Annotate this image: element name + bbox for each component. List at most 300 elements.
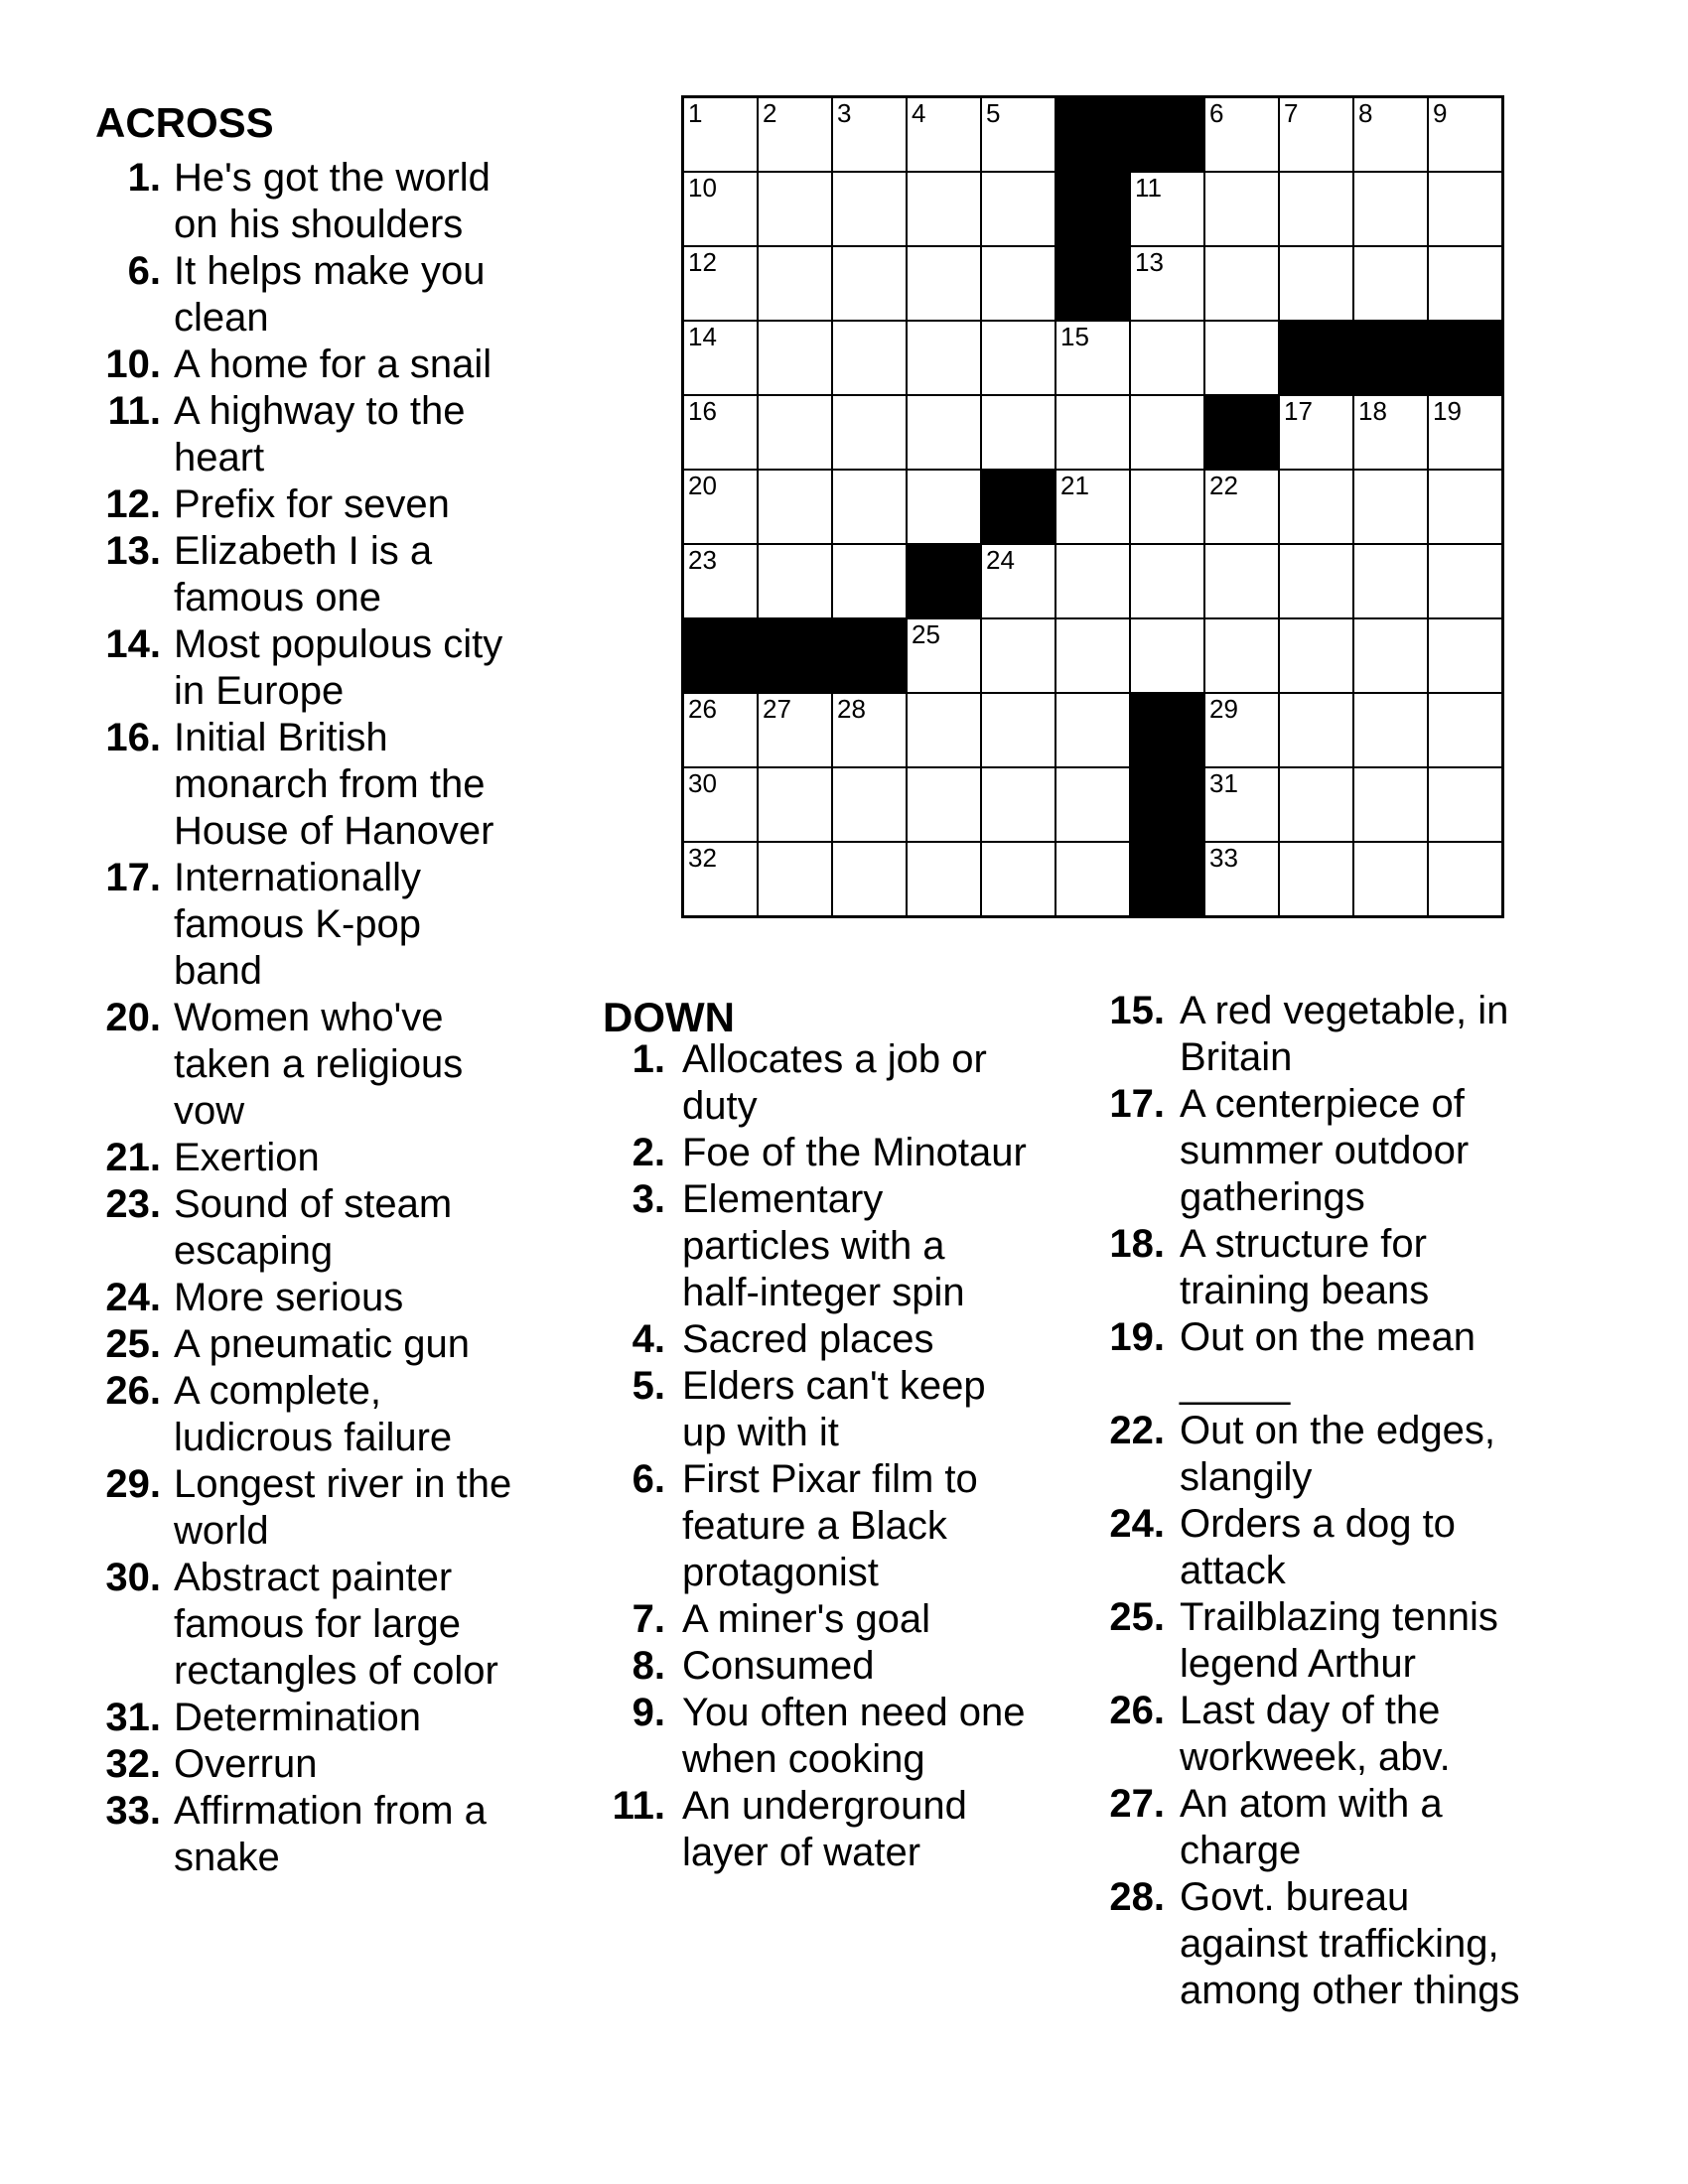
cell-number-23: 23 [688,545,717,575]
grid-cell-r2c11[interactable] [1428,172,1502,246]
down-clue-number-26: 26. [1109,1689,1165,1732]
down-clue-number-4: 4. [632,1317,665,1361]
clue-text-line: snake [174,1836,280,1879]
grid-cell-black-r8c1 [683,618,758,693]
cell-number-4: 4 [912,98,926,128]
across-clue-number-17: 17. [105,856,161,899]
across-clue-text-13 [174,528,432,621]
down-clue-1 [564,1036,1090,1130]
across-clue-17 [60,855,586,995]
across-clue-number-25: 25. [105,1322,161,1366]
grid-cell-r1c3[interactable] [832,97,907,172]
grid-cell-r1c5[interactable] [981,97,1055,172]
down-clue-text-11 [682,1783,967,1876]
grid-cell-r8c8[interactable] [1204,618,1279,693]
clue-text-line: Affirmation from a [174,1789,487,1833]
grid-cell-r3c11[interactable] [1428,246,1502,321]
cell-number-5: 5 [986,98,1001,128]
grid-cell-black-r5c8 [1204,395,1279,470]
grid-cell-black-r8c3 [832,618,907,693]
down-clue-number-22: 22. [1109,1409,1165,1452]
grid-cell-r10c8[interactable] [1204,767,1279,842]
grid-cell-r7c5[interactable] [981,544,1055,618]
grid-cell-r9c6[interactable] [1055,693,1130,767]
grid-cell-r8c7[interactable] [1130,618,1204,693]
down-clue-22 [1063,1408,1619,1501]
grid-cell-r10c1[interactable] [683,767,758,842]
across-clue-number-33: 33. [105,1789,161,1833]
grid-cell-r10c3[interactable] [832,767,907,842]
grid-cell-r2c1[interactable] [683,172,758,246]
grid-cell-r7c10[interactable] [1353,544,1428,618]
clue-text-line: summer outdoor [1180,1129,1470,1172]
cell-number-33: 33 [1209,843,1238,873]
across-clue-31 [60,1695,586,1741]
grid-cell-r4c3[interactable] [832,321,907,395]
grid-cell-black-r7c4 [907,544,981,618]
down-clue-number-11: 11. [612,1784,665,1828]
clue-text-line: Trailblazing tennis [1180,1595,1498,1639]
down-clue-number-27: 27. [1109,1782,1165,1826]
clue-text-line: heart [174,436,265,479]
down-clue-text-8 [682,1643,874,1690]
grid-cell-r7c7[interactable] [1130,544,1204,618]
down-clue-text-28 [1180,1874,1519,2014]
clue-text-line: famous K-pop [174,902,422,946]
clue-text-line: half-integer spin [682,1271,965,1314]
across-clue-20 [60,995,586,1135]
across-clue-24 [60,1275,586,1321]
across-clue-25 [60,1321,586,1368]
grid-cell-r8c6[interactable] [1055,618,1130,693]
clue-text-line: duty [682,1084,758,1128]
grid-cell-r4c7[interactable] [1130,321,1204,395]
down-clue-number-2: 2. [632,1131,665,1174]
across-clue-number-30: 30. [105,1556,161,1599]
grid-cell-r3c9[interactable] [1279,246,1353,321]
grid-cell-r5c6[interactable] [1055,395,1130,470]
down-clue-number-19: 19. [1109,1315,1165,1359]
across-clue-number-21: 21. [105,1136,161,1179]
grid-cell-r2c4[interactable] [907,172,981,246]
cell-number-19: 19 [1433,396,1462,426]
down-clue-text-2 [682,1130,1027,1176]
across-clue-number-14: 14. [105,622,161,666]
grid-cell-r4c6[interactable] [1055,321,1130,395]
down-clue-text-27 [1180,1781,1443,1874]
cell-number-25: 25 [912,619,940,649]
grid-cell-black-r10c7 [1130,767,1204,842]
across-clue-number-10: 10. [105,342,161,386]
across-clue-text-24 [174,1275,403,1321]
grid-cell-r6c8[interactable] [1204,470,1279,544]
grid-cell-r9c10[interactable] [1353,693,1428,767]
clue-text-line: gatherings [1180,1175,1365,1219]
across-clue-number-6: 6. [127,249,161,293]
down-clue-text-5 [682,1363,986,1456]
grid-cell-r5c5[interactable] [981,395,1055,470]
down-clue-number-24: 24. [1109,1502,1165,1546]
clue-text-line: An atom with a [1180,1782,1443,1826]
down-clue-text-22 [1180,1408,1495,1501]
grid-cell-r5c9[interactable] [1279,395,1353,470]
grid-cell-r6c2[interactable] [758,470,832,544]
across-clue-33 [60,1788,586,1881]
down-clue-list-col1 [564,1036,1090,1876]
across-clue-10 [60,341,586,388]
across-clue-number-32: 32. [105,1742,161,1786]
clue-text-line: famous one [174,576,382,619]
across-clue-1 [60,155,586,248]
grid-cell-r10c2[interactable] [758,767,832,842]
clue-text-line: Women who've [174,996,444,1039]
grid-cell-black-r1c7 [1130,97,1204,172]
grid-cell-r7c11[interactable] [1428,544,1502,618]
down-clue-7 [564,1596,1090,1643]
grid-cell-r11c2[interactable] [758,842,832,916]
grid-cell-r7c6[interactable] [1055,544,1130,618]
grid-cell-r10c4[interactable] [907,767,981,842]
clue-text-line: It helps make you [174,249,486,293]
across-clue-text-10 [174,341,492,388]
grid-cell-black-r4c11 [1428,321,1502,395]
grid-cell-r2c7[interactable] [1130,172,1204,246]
across-clue-32 [60,1741,586,1788]
grid-cell-r9c11[interactable] [1428,693,1502,767]
grid-cell-r7c9[interactable] [1279,544,1353,618]
cell-number-3: 3 [837,98,852,128]
down-clue-text-1 [682,1036,987,1130]
clue-text-line: Govt. bureau [1180,1875,1410,1919]
grid-cell-r10c11[interactable] [1428,767,1502,842]
grid-cell-r9c8[interactable] [1204,693,1279,767]
grid-cell-r6c3[interactable] [832,470,907,544]
across-clue-number-11: 11. [107,389,161,433]
across-clue-text-14 [174,621,502,715]
clue-text-line: Overrun [174,1742,318,1786]
down-clue-number-6: 6. [632,1457,665,1501]
grid-cell-r1c10[interactable] [1353,97,1428,172]
across-clue-23 [60,1181,586,1275]
cell-number-27: 27 [763,694,791,724]
grid-cell-r3c8[interactable] [1204,246,1279,321]
down-clue-text-7 [682,1596,930,1643]
across-clue-text-21 [174,1135,320,1181]
across-clue-number-26: 26. [105,1369,161,1413]
clue-text-line: legend Arthur [1180,1642,1416,1686]
clue-text-line: up with it [682,1411,839,1454]
grid-cell-r6c1[interactable] [683,470,758,544]
grid-cell-r3c2[interactable] [758,246,832,321]
clue-text-line: Foe of the Minotaur [682,1131,1027,1174]
across-clue-number-31: 31. [105,1696,161,1739]
cell-number-16: 16 [688,396,717,426]
down-clue-text-19 [1180,1314,1476,1408]
cell-number-10: 10 [688,173,717,203]
grid-cell-r6c7[interactable] [1130,470,1204,544]
cell-number-12: 12 [688,247,717,277]
grid-cell-r11c3[interactable] [832,842,907,916]
across-clue-14 [60,621,586,715]
grid-cell-r5c11[interactable] [1428,395,1502,470]
across-clue-text-30 [174,1555,498,1695]
grid-cell-r5c2[interactable] [758,395,832,470]
clue-text-line: rectangles of color [174,1649,498,1693]
cell-number-9: 9 [1433,98,1448,128]
clue-text-line: taken a religious [174,1042,464,1086]
down-clue-5 [564,1363,1090,1456]
grid-cell-r3c7[interactable] [1130,246,1204,321]
down-clue-19 [1063,1314,1619,1408]
grid-cell-r1c1[interactable] [683,97,758,172]
grid-cell-black-r2c6 [1055,172,1130,246]
across-clue-number-24: 24. [105,1276,161,1319]
grid-cell-r6c4[interactable] [907,470,981,544]
down-clue-24 [1063,1501,1619,1594]
grid-cell-r4c5[interactable] [981,321,1055,395]
grid-cell-r11c9[interactable] [1279,842,1353,916]
grid-cell-r11c1[interactable] [683,842,758,916]
grid-cell-r5c7[interactable] [1130,395,1204,470]
grid-cell-r10c10[interactable] [1353,767,1428,842]
grid-cell-r9c9[interactable] [1279,693,1353,767]
clue-text-line: charge [1180,1829,1302,1872]
cell-number-14: 14 [688,322,717,351]
clue-text-line: vow [174,1089,245,1133]
grid-cell-r9c5[interactable] [981,693,1055,767]
cell-number-32: 32 [688,843,717,873]
clue-text-line: monarch from the [174,762,486,806]
across-clue-text-20 [174,995,463,1135]
grid-cell-black-r4c10 [1353,321,1428,395]
grid-cell-black-r4c9 [1279,321,1353,395]
across-clue-text-12 [174,481,450,528]
grid-cell-r11c6[interactable] [1055,842,1130,916]
across-clue-text-25 [174,1321,470,1368]
cell-number-7: 7 [1284,98,1299,128]
down-clue-number-15: 15. [1109,989,1165,1032]
grid-cell-r6c11[interactable] [1428,470,1502,544]
down-clue-text-4 [682,1316,933,1363]
grid-cell-r11c10[interactable] [1353,842,1428,916]
grid-cell-r5c4[interactable] [907,395,981,470]
grid-cell-r6c6[interactable] [1055,470,1130,544]
across-clue-text-1 [174,155,491,248]
across-clue-text-11 [174,388,466,481]
cell-number-8: 8 [1358,98,1373,128]
clue-text-line: You often need one [682,1691,1026,1734]
down-header: DOWN [603,994,735,1040]
down-clue-11 [564,1783,1090,1876]
clue-text-line: escaping [174,1229,334,1273]
down-clue-4 [564,1316,1090,1363]
down-clue-list-col2 [1063,988,1619,2014]
clue-text-line: among other things [1180,1969,1520,2012]
grid-cell-r8c4[interactable] [907,618,981,693]
grid-cell-black-r9c7 [1130,693,1204,767]
cell-number-28: 28 [837,694,866,724]
down-clue-number-17: 17. [1109,1082,1165,1126]
cell-number-22: 22 [1209,471,1238,500]
down-clue-text-6 [682,1456,978,1596]
clue-text-line: attack [1180,1549,1286,1592]
across-clue-29 [60,1461,586,1555]
clue-text-line: Abstract painter [174,1556,453,1599]
down-clue-number-8: 8. [632,1644,665,1688]
clue-text-line: in Europe [174,669,345,713]
clue-text-line: famous for large [174,1602,462,1646]
clue-text-line: when cooking [682,1737,925,1781]
grid-cell-r10c9[interactable] [1279,767,1353,842]
clue-text-line: An underground [682,1784,967,1828]
cell-number-1: 1 [688,98,703,128]
grid-cell-r7c1[interactable] [683,544,758,618]
down-clue-text-26 [1180,1688,1451,1781]
across-clue-text-23 [174,1181,452,1275]
across-clue-21 [60,1135,586,1181]
grid-cell-r6c9[interactable] [1279,470,1353,544]
grid-cell-r5c1[interactable] [683,395,758,470]
cell-number-17: 17 [1284,396,1313,426]
grid-cell-r3c4[interactable] [907,246,981,321]
down-clue-25 [1063,1594,1619,1688]
grid-cell-r10c5[interactable] [981,767,1055,842]
clue-text-line: world [174,1509,269,1553]
clue-text-line: A centerpiece of [1180,1082,1465,1126]
grid-cell-r10c6[interactable] [1055,767,1130,842]
grid-cell-black-r3c6 [1055,246,1130,321]
across-clue-number-20: 20. [105,996,161,1039]
clue-text-line: clean [174,296,269,340]
clue-text-line: layer of water [682,1831,921,1874]
grid-cell-r11c4[interactable] [907,842,981,916]
grid-cell-r9c4[interactable] [907,693,981,767]
across-clue-number-13: 13. [105,529,161,573]
clue-text-line: Sacred places [682,1317,934,1361]
grid-cell-r11c5[interactable] [981,842,1055,916]
across-clue-number-1: 1. [127,156,161,200]
clue-text-line: A complete, [174,1369,382,1413]
across-clue-11 [60,388,586,481]
grid-cell-r1c4[interactable] [907,97,981,172]
grid-cell-r1c11[interactable] [1428,97,1502,172]
grid-cell-r4c2[interactable] [758,321,832,395]
grid-cell-r8c5[interactable] [981,618,1055,693]
grid-cell-r4c8[interactable] [1204,321,1279,395]
clue-text-line: Determination [174,1696,422,1739]
clue-text-line: training beans [1180,1269,1430,1312]
across-clue-30 [60,1555,586,1695]
down-clue-2 [564,1130,1090,1176]
clue-text-line: House of Hanover [174,809,494,853]
grid-cell-r1c8[interactable] [1204,97,1279,172]
clue-text-line: particles with a [682,1224,945,1268]
grid-cell-r9c1[interactable] [683,693,758,767]
grid-cell-r7c2[interactable] [758,544,832,618]
clue-text-line: Elementary [682,1177,884,1221]
across-clue-6 [60,248,586,341]
down-clue-text-9 [682,1690,1026,1783]
clue-text-line: A red vegetable, in [1180,989,1509,1032]
grid-cell-r2c5[interactable] [981,172,1055,246]
across-clue-16 [60,715,586,855]
grid-cell-r2c9[interactable] [1279,172,1353,246]
grid-cell-r2c3[interactable] [832,172,907,246]
clue-text-line: A structure for [1180,1222,1427,1266]
across-clue-text-32 [174,1741,318,1788]
grid-cell-r3c1[interactable] [683,246,758,321]
grid-cell-r2c10[interactable] [1353,172,1428,246]
across-clue-text-29 [174,1461,511,1555]
clue-text-line: Consumed [682,1644,875,1688]
clue-text-line: A miner's goal [682,1597,930,1641]
grid-cell-r7c8[interactable] [1204,544,1279,618]
grid-cell-r9c3[interactable] [832,693,907,767]
across-clue-text-33 [174,1788,487,1881]
down-clue-text-15 [1180,988,1508,1081]
grid-cell-r8c10[interactable] [1353,618,1428,693]
grid-cell-r2c2[interactable] [758,172,832,246]
clue-text-line: against trafficking, [1180,1922,1499,1966]
cell-number-11: 11 [1135,173,1162,203]
across-clue-number-23: 23. [105,1182,161,1226]
down-clue-number-9: 9. [632,1691,665,1734]
cell-number-2: 2 [763,98,777,128]
grid-cell-r1c9[interactable] [1279,97,1353,172]
grid-cell-r8c9[interactable] [1279,618,1353,693]
across-clue-13 [60,528,586,621]
grid-cell-r5c10[interactable] [1353,395,1428,470]
grid-cell-black-r6c5 [981,470,1055,544]
clue-text-line: Prefix for seven [174,482,450,526]
grid-cell-r5c3[interactable] [832,395,907,470]
clue-text-line: More serious [174,1276,404,1319]
grid-cell-r7c3[interactable] [832,544,907,618]
across-header: ACROSS [95,99,274,146]
cell-number-31: 31 [1209,768,1238,798]
grid-cell-r11c11[interactable] [1428,842,1502,916]
across-clue-text-6 [174,248,486,341]
grid-cell-r9c2[interactable] [758,693,832,767]
clue-text-line: Sound of steam [174,1182,453,1226]
clue-text-line: Britain [1180,1035,1293,1079]
grid-cell-r3c3[interactable] [832,246,907,321]
down-clue-number-25: 25. [1109,1595,1165,1639]
grid-cell-r3c5[interactable] [981,246,1055,321]
grid-cell-r2c8[interactable] [1204,172,1279,246]
clue-text-line: Out on the edges, [1180,1409,1496,1452]
down-clue-number-7: 7. [632,1597,665,1641]
cell-number-15: 15 [1060,322,1089,351]
grid-cell-r1c2[interactable] [758,97,832,172]
clue-text-line: Most populous city [174,622,503,666]
clue-text-line: feature a Black [682,1504,947,1548]
cell-number-21: 21 [1060,471,1089,500]
grid-cell-r4c4[interactable] [907,321,981,395]
crossword-grid [681,95,1504,918]
grid-cell-r6c10[interactable] [1353,470,1428,544]
down-clue-number-28: 28. [1109,1875,1165,1919]
grid-cell-r3c10[interactable] [1353,246,1428,321]
clue-text-line: Internationally [174,856,422,899]
across-clue-text-31 [174,1695,421,1741]
cell-number-6: 6 [1209,98,1224,128]
grid-cell-r4c1[interactable] [683,321,758,395]
clue-text-line: A pneumatic gun [174,1322,470,1366]
grid-cell-r11c8[interactable] [1204,842,1279,916]
down-clue-15 [1063,988,1619,1081]
grid-cell-r8c11[interactable] [1428,618,1502,693]
